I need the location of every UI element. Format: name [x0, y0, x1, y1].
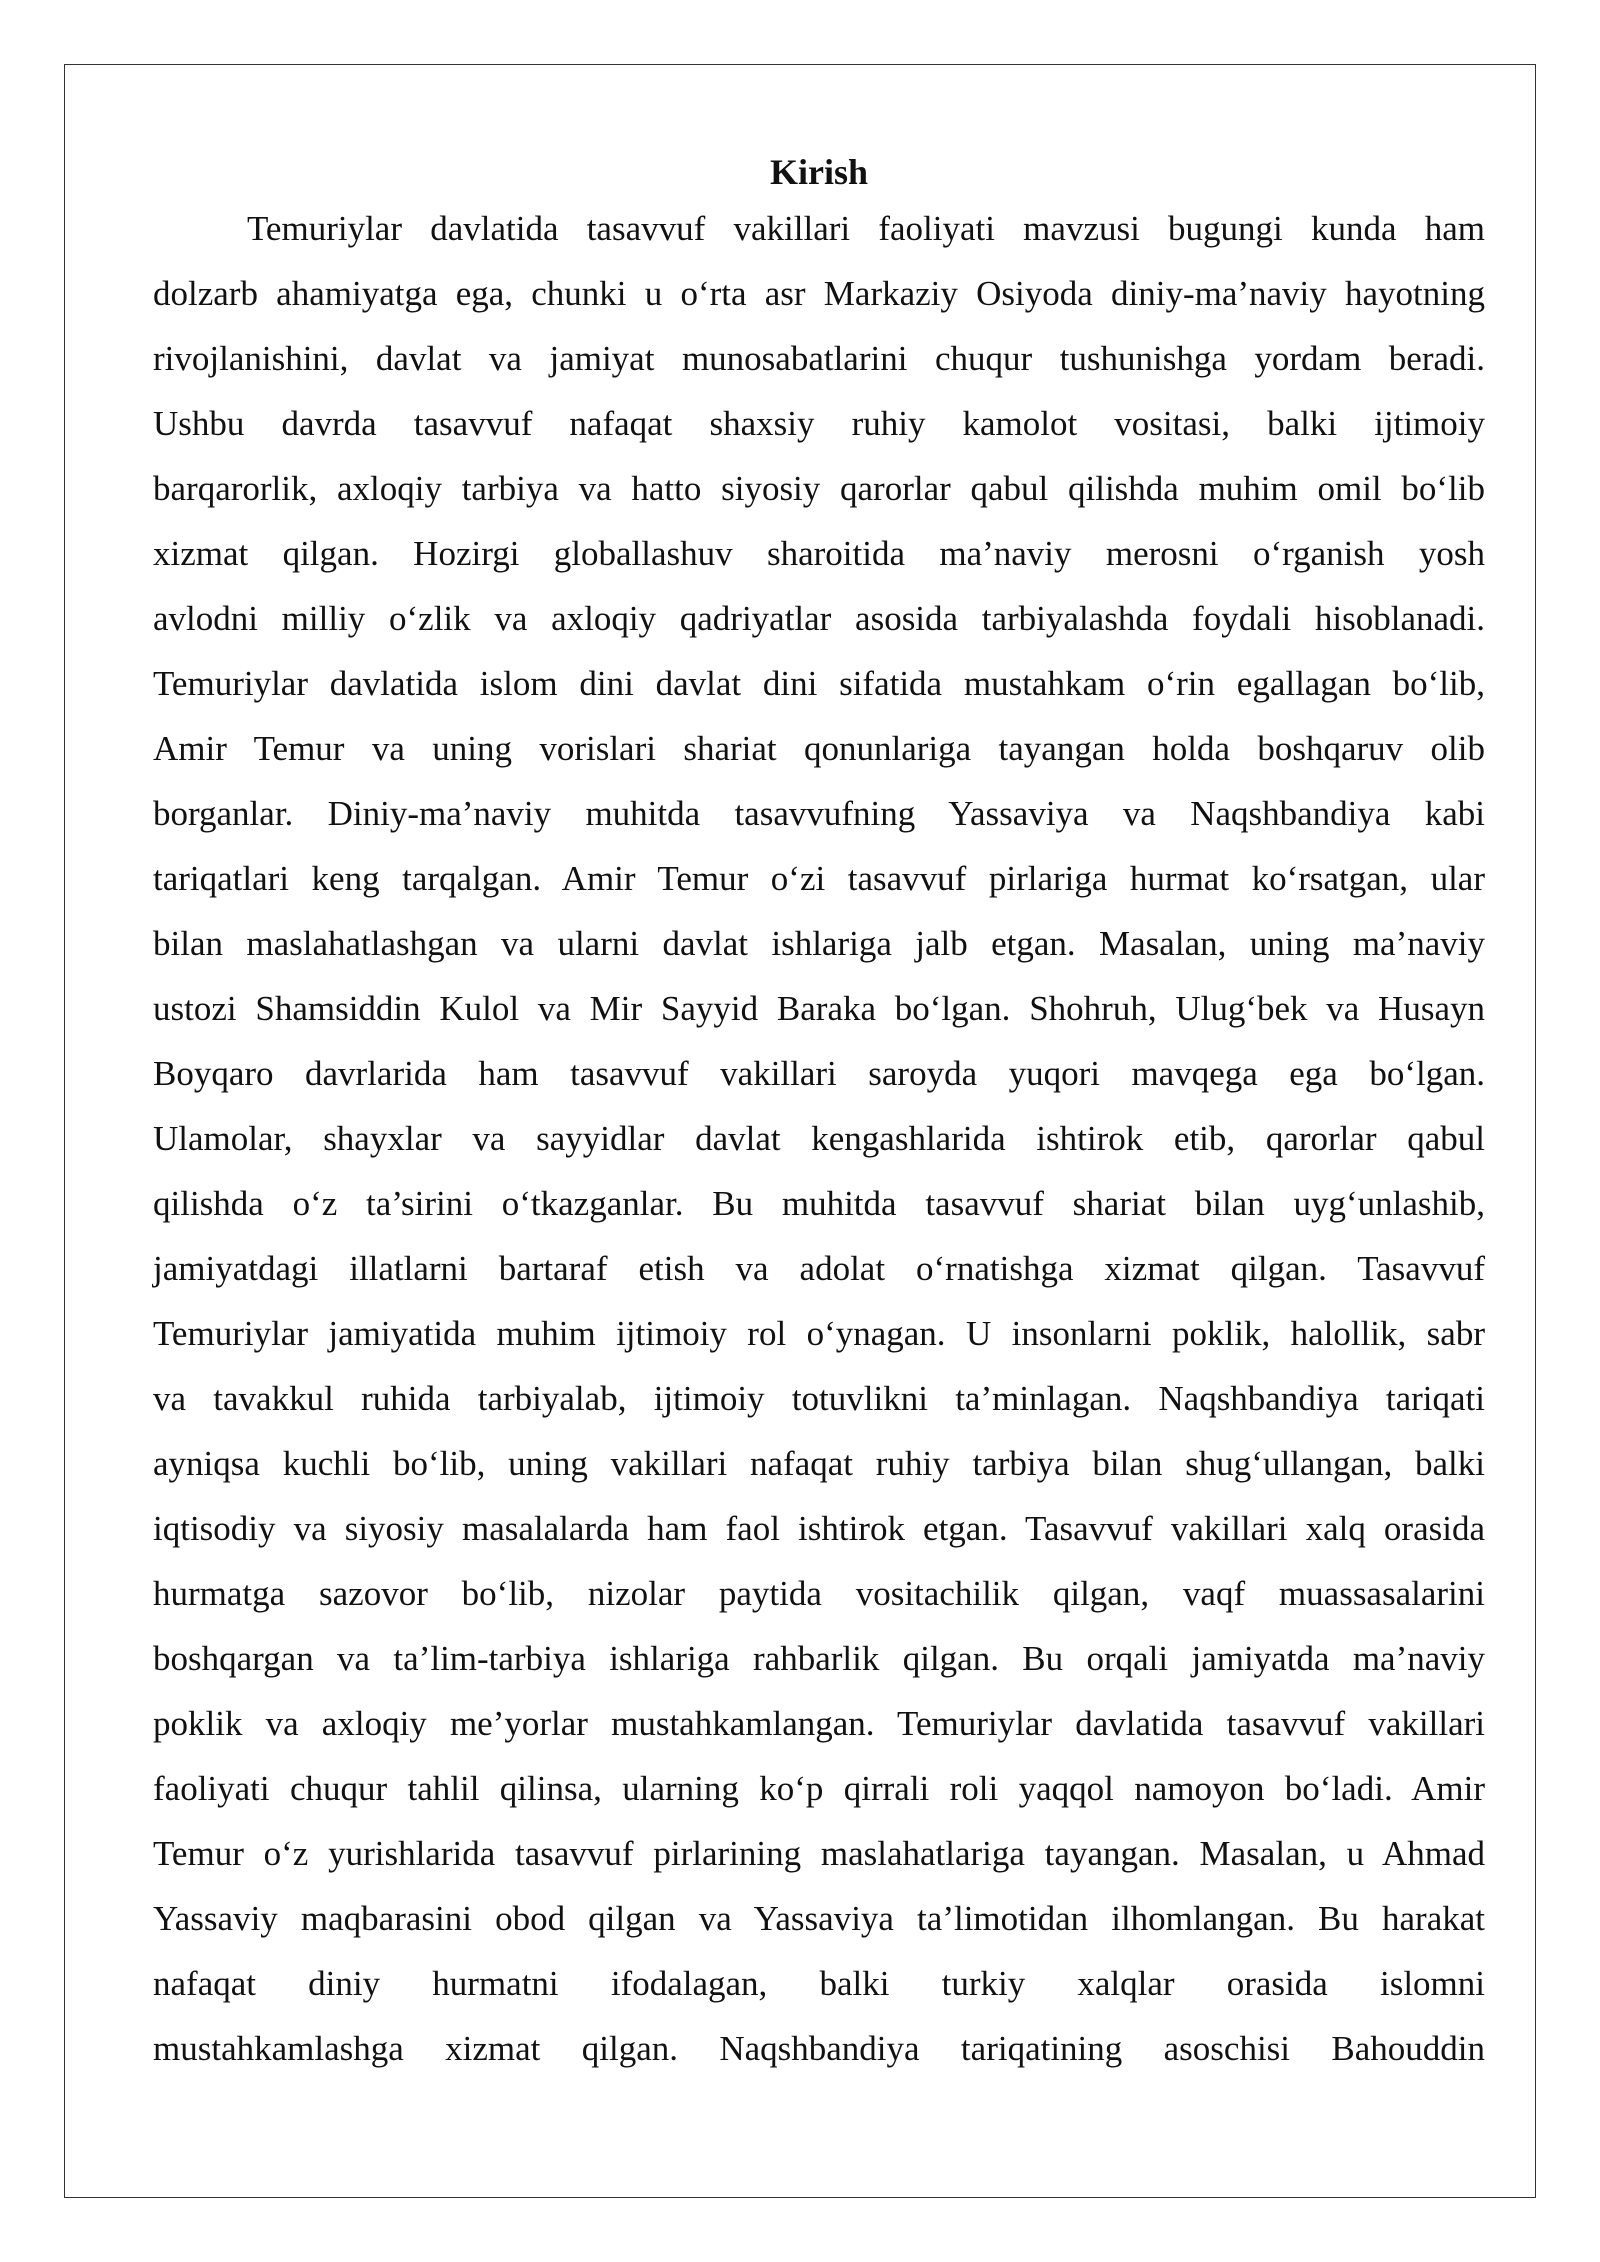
paragraph-line: jamiyatdagi illatlarni bartaraf etish va adolat o‘rnatishga xizmat qilgan. Tasavvuf — [153, 1249, 1485, 1288]
document-title: Kirish — [769, 152, 868, 192]
paragraph-line: va tavakkul ruhida tarbiyalab, ijtimoiy totuvlikni ta’minlagan. Naqshbandiya tariqati — [153, 1379, 1485, 1418]
paragraph-line: Ulamolar, shayxlar va sayyidlar davlat kengashlarida ishtirok etib, qarorlar qabul — [153, 1119, 1485, 1158]
paragraph-line: poklik va axloqiy me’yorlar mustahkamlangan. Temuriylar davlatida tasavvuf vakillari — [153, 1704, 1485, 1743]
paragraph-line: Boyqaro davrlarida ham tasavvuf vakillari saroyda yuqori mavqega ega bo‘lgan. — [153, 1054, 1485, 1093]
paragraph-line: bilan maslahatlashgan va ularni davlat ishlariga jalb etgan. Masalan, uning ma’naviy — [153, 924, 1485, 963]
paragraph-line: Ushbu davrda tasavvuf nafaqat shaxsiy ruhiy kamolot vositasi, balki ijtimoiy — [153, 404, 1485, 443]
paragraph-line: barqarorlik, axloqiy tarbiya va hatto siyosiy qarorlar qabul qilishda muhim omil bo‘lib — [153, 469, 1485, 508]
paragraph-line: Temuriylar jamiyatida muhim ijtimoiy rol o‘ynagan. U insonlarni poklik, halollik, sabr — [153, 1314, 1485, 1353]
paragraph-line: ayniqsa kuchli bo‘lib, uning vakillari nafaqat ruhiy tarbiya bilan shug‘ullangan, balki — [153, 1444, 1485, 1483]
paragraph-line: qilishda o‘z ta’sirini o‘tkazganlar. Bu muhitda tasavvuf shariat bilan uyg‘unlashib, — [153, 1184, 1485, 1223]
paragraph-line: Temuriylar davlatida tasavvuf vakillari faoliyati mavzusi bugungi kunda ham — [247, 209, 1485, 248]
paragraph-line: Yassaviy maqbarasini obod qilgan va Yassaviya ta’limotidan ilhomlangan. Bu harakat — [153, 1899, 1485, 1938]
paragraph-line: ustozi Shamsiddin Kulol va Mir Sayyid Baraka bo‘lgan. Shohruh, Ulug‘bek va Husayn — [153, 989, 1485, 1028]
paragraph-line: rivojlanishini, davlat va jamiyat munosabatlarini chuqur tushunishga yordam beradi. — [153, 339, 1485, 378]
paragraph-line: mustahkamlashga xizmat qilgan. Naqshbandiya tariqatining asoschisi Bahouddin — [153, 2029, 1485, 2068]
paragraph-line: borganlar. Diniy-ma’naviy muhitda tasavvufning Yassaviya va Naqshbandiya kabi — [153, 794, 1485, 833]
document-body — [153, 140, 1485, 2081]
paragraph-line: nafaqat diniy hurmatni ifodalagan, balki turkiy xalqlar orasida islomni — [153, 1964, 1485, 2003]
paragraph-line: boshqargan va ta’lim-tarbiya ishlariga rahbarlik qilgan. Bu orqali jamiyatda ma’naviy — [153, 1639, 1485, 1678]
paragraph-line: Amir Temur va uning vorislari shariat qonunlariga tayangan holda boshqaruv olib — [153, 729, 1485, 768]
paragraph — [153, 196, 1485, 2081]
paragraph-line: hurmatga sazovor bo‘lib, nizolar paytida vositachilik qilgan, vaqf muassasalarini — [153, 1574, 1485, 1613]
paragraph-line: Temur o‘z yurishlarida tasavvuf pirlarining maslahatlariga tayangan. Masalan, u Ahmad — [153, 1834, 1485, 1873]
paragraph-line: faoliyati chuqur tahlil qilinsa, ularning ko‘p qirrali roli yaqqol namoyon bo‘ladi. Amir — [153, 1769, 1485, 1808]
paragraph-line: iqtisodiy va siyosiy masalalarda ham faol ishtirok etgan. Tasavvuf vakillari xalq orasida — [153, 1509, 1485, 1548]
paragraph-line: Temuriylar davlatida islom dini davlat dini sifatida mustahkam o‘rin egallagan bo‘lib, — [153, 664, 1485, 703]
paragraph-line: tariqatlari keng tarqalgan. Amir Temur o‘zi tasavvuf pirlariga hurmat ko‘rsatgan, ular — [153, 859, 1485, 898]
paragraph-line: xizmat qilgan. Hozirgi globallashuv sharoitida ma’naviy merosni o‘rganish yosh — [153, 534, 1485, 573]
paragraph-line: dolzarb ahamiyatga ega, chunki u o‘rta asr Markaziy Osiyoda diniy-ma’naviy hayotning — [153, 274, 1485, 313]
paragraph-line: avlodni milliy o‘zlik va axloqiy qadriyatlar asosida tarbiyalashda foydali hisoblanadi. — [153, 599, 1485, 638]
